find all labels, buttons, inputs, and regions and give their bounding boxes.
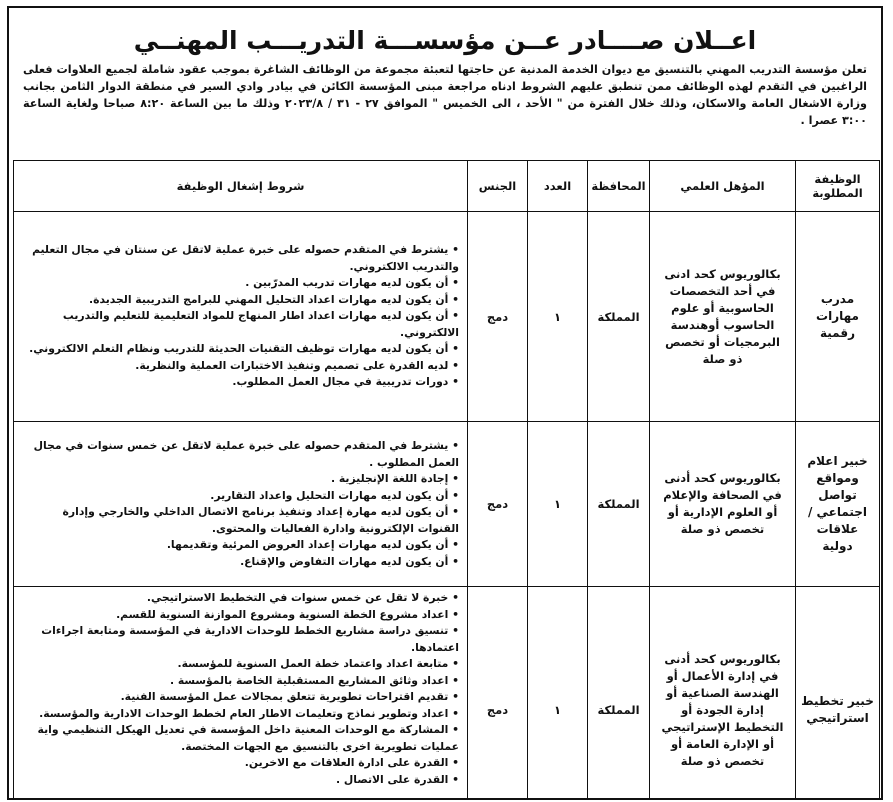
table-header-row xyxy=(14,161,880,212)
condition-item: • أن يكون لديه مهارات التحليل واعداد التقارير. xyxy=(20,488,459,505)
job-governorate: المملكة xyxy=(588,587,650,801)
job-title: خبير اعلام ومواقع تواصل اجتماعي / علاقات دولية xyxy=(796,422,880,587)
condition-item: • أن يكون لديه مهارات إعداد العروض المرئية وتقديمها. xyxy=(20,537,459,554)
announcement-intro: تعلن مؤسسة التدريب المهني بالتنسيق مع ديوان الخدمة المدنية عن حاجتها لتعبئة مجموعة من الوظائف الشاغرة بموجب عقود شاملة لجميع العلاوات فعلى الراغبين في التقدم لهذه الوظائف ممن تنطبق عليهم الشروط ادناه مراجعة مبنى المؤسسة الكائن في بيادر وادي السير في منطقة الدوار الثامن بجانب وزارة الاشغال العامة والاسكان، وذلك خلال الفترة من " الأحد ، الى الخميس " الموافق ٢٧ - ٣١ / ٢٠٢٣/٨ وذلك ما بين الساعة ٨:٢٠ صباحا ولغاية الساعة ٣:٠٠ عصرا . xyxy=(23,63,867,127)
job-governorate: المملكة xyxy=(588,422,650,587)
condition-item: • لديه القدرة على تصميم وتنفيذ الاختبارات العملية والنظرية. xyxy=(20,358,459,375)
condition-item: • القدرة على الاتصال . xyxy=(20,772,459,789)
header-gender: الجنس xyxy=(468,161,528,212)
condition-item: • المشاركة مع الوحدات المعنية داخل المؤسسة في تعديل الهيكل التنظيمي واية عمليات تطويرية اخرى بالتنسيق مع الجهات المختصة. xyxy=(20,722,459,755)
condition-item: • أن يكون لديه مهارة إعداد وتنفيذ برنامج الاتصال الداخلي والخارجي وإدارة القنوات الإلكترونية وادارة الفعاليات والمحتوى. xyxy=(20,504,459,537)
condition-item: • خبرة لا تقل عن خمس سنوات في التخطيط الاستراتيجي. xyxy=(20,590,459,607)
job-conditions xyxy=(14,587,468,801)
job-conditions xyxy=(14,422,468,587)
condition-item: • اعداد مشروع الخطة السنوية ومشروع الموازنة السنوية للقسم. xyxy=(20,607,459,624)
job-conditions xyxy=(14,212,468,422)
condition-item: • تنسيق دراسة مشاريع الخطط للوحدات الادارية في المؤسسة ومتابعة اجراءات اعتمادها. xyxy=(20,623,459,656)
job-count: ١ xyxy=(528,587,588,801)
condition-item: • تقديم اقتراحات تطويرية تتعلق بمجالات عمل المؤسسة الفنية. xyxy=(20,689,459,706)
table-row xyxy=(14,422,880,587)
condition-item: • أن يكون لديه مهارات التفاوض والإقناع. xyxy=(20,554,459,571)
job-qualification: بكالوريوس كحد ادنى في أحد التخصصات الحاسوبية أو علوم الحاسوب أوهندسة البرمجيات أو تخصص ذو صلة xyxy=(650,212,796,422)
job-gender: دمج xyxy=(468,422,528,587)
condition-item: • دورات تدريبية في مجال العمل المطلوب. xyxy=(20,374,459,391)
job-gender: دمج xyxy=(468,587,528,801)
announcement-title: اعــلان صــــادر عــن مؤسســـة التدريـــب المهنــي xyxy=(133,26,757,55)
job-qualification: بكالوريوس كحد أدنى في إدارة الأعمال أو الهندسة الصناعية أو إدارة الجودة أو التخطيط الإستراتيجي أو الإدارة العامة أو تخصص ذو صلة xyxy=(650,587,796,801)
job-count: ١ xyxy=(528,212,588,422)
job-title: مدرب مهارات رقمية xyxy=(796,212,880,422)
condition-item: • اعداد وتطوير نماذج وتعليمات الاطار العام لخطط الوحدات الادارية والمؤسسة. xyxy=(20,706,459,723)
header-governorate: المحافظة xyxy=(588,161,650,212)
header-conditions: شروط إشغال الوظيفة xyxy=(14,161,468,212)
header-qualification: المؤهل العلمي xyxy=(650,161,796,212)
condition-item: • يشترط في المتقدم حصوله على خبرة عملية لاتقل عن خمس سنوات في مجال العمل المطلوب . xyxy=(20,438,459,471)
job-gender: دمج xyxy=(468,212,528,422)
condition-item: • يشترط في المتقدم حصوله على خبرة عملية لاتقل عن سنتان في مجال التعليم والتدريب الالكتروني. xyxy=(20,242,459,275)
job-governorate: المملكة xyxy=(588,212,650,422)
condition-item: • أن يكون لديه مهارات توظيف التقنيات الحديثة للتدريب ونظام التعلم الالكتروني. xyxy=(20,341,459,358)
announcement-frame xyxy=(7,6,883,800)
job-title: خبير تخطيط استراتيجي xyxy=(796,587,880,801)
table-row xyxy=(14,587,880,801)
conditions-list xyxy=(20,590,459,788)
header-count: العدد xyxy=(528,161,588,212)
condition-item: • القدرة على ادارة العلاقات مع الاخرين. xyxy=(20,755,459,772)
conditions-list xyxy=(20,438,459,570)
table-row xyxy=(14,212,880,422)
condition-item: • اعداد وثائق المشاريع المستقبلية الخاصة بالمؤسسة . xyxy=(20,673,459,690)
job-qualification: بكالوريوس كحد أدنى في الصحافة والإعلام أو العلوم الإدارية أو تخصص ذو صلة xyxy=(650,422,796,587)
condition-item: • أن يكون لديه مهارات تدريب المدرّبين . xyxy=(20,275,459,292)
conditions-list xyxy=(20,242,459,391)
header-job: الوظيفة المطلوبة xyxy=(796,161,880,212)
job-count: ١ xyxy=(528,422,588,587)
condition-item: • إجادة اللغة الإنجليزية . xyxy=(20,471,459,488)
condition-item: • متابعة اعداد واعتماد خطة العمل السنوية للمؤسسة. xyxy=(20,656,459,673)
condition-item: • أن يكون لديه مهارات اعداد التحليل المهني للبرامج التدريبية الجديدة. xyxy=(20,292,459,309)
jobs-table xyxy=(13,160,880,800)
condition-item: • أن يكون لديه مهارات اعداد اطار المنهاج للمواد التعليمية للتعليم والتدريب الالكتروني. xyxy=(20,308,459,341)
